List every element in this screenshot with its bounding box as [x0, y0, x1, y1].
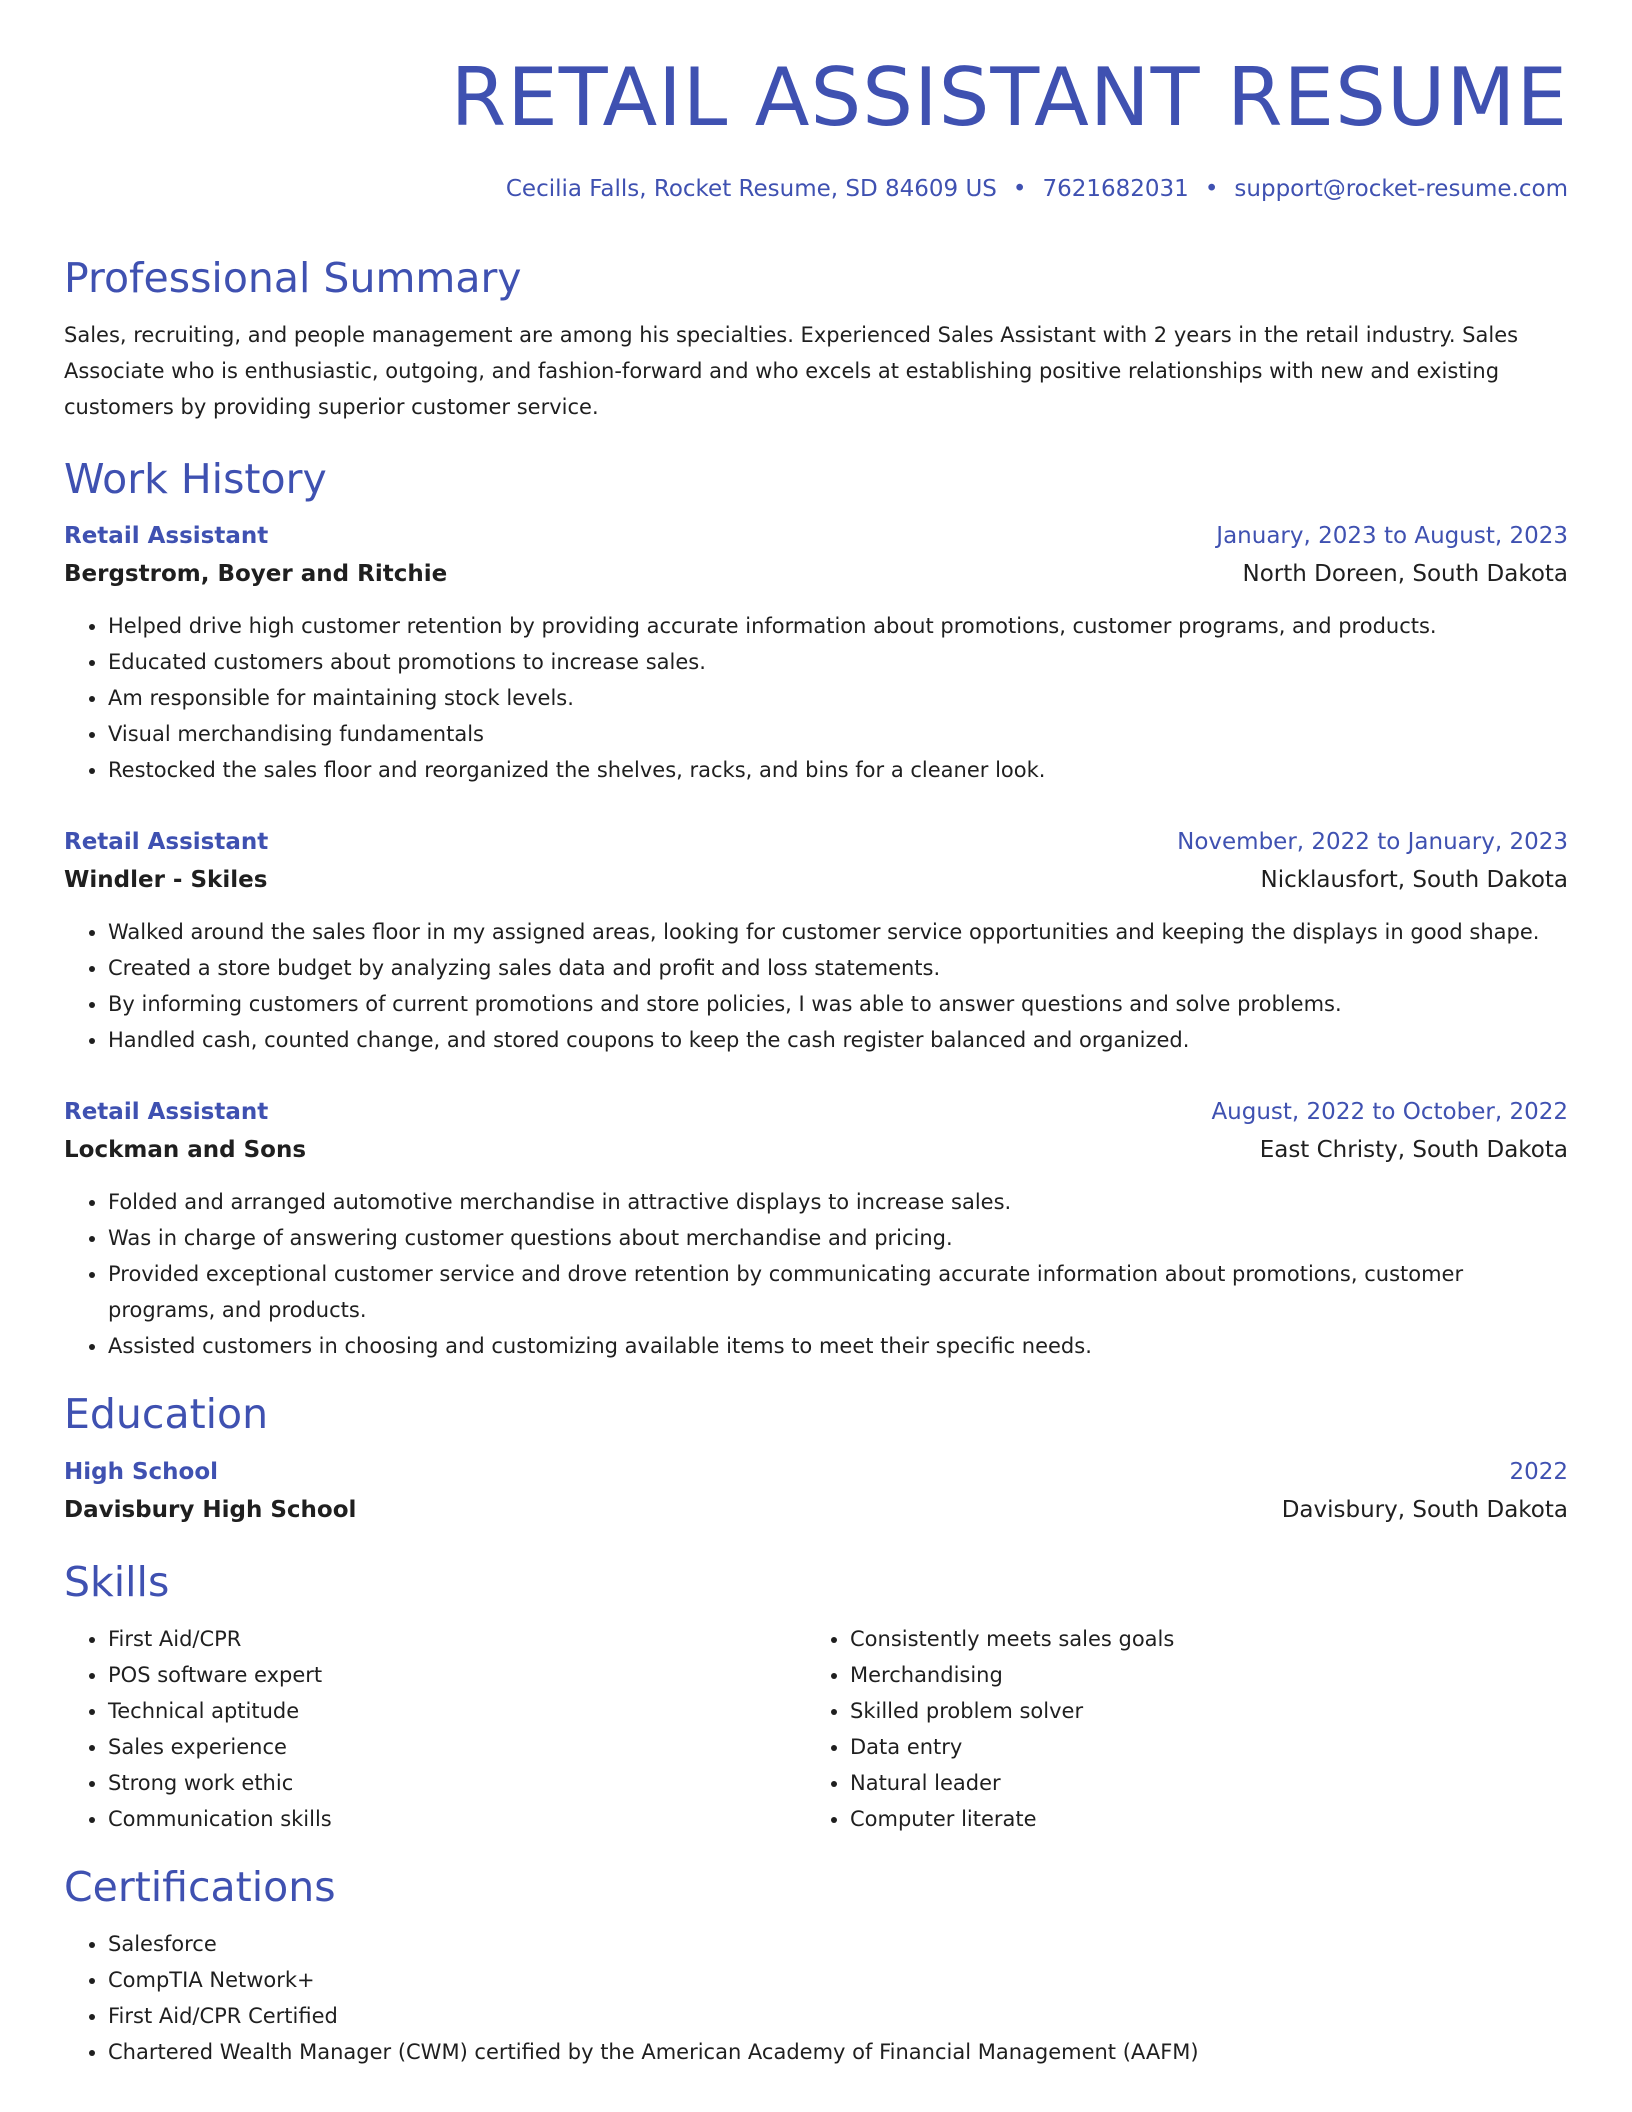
- job-company: Bergstrom, Boyer and Ritchie: [64, 561, 448, 588]
- contact-address: Cecilia Falls, Rocket Resume, SD 84609 US: [505, 176, 997, 202]
- skill-item: • Data entry: [850, 1729, 1548, 1765]
- job-entry: [64, 518, 1568, 788]
- job-company-row: [64, 860, 1568, 900]
- skill-item: • Merchandising: [850, 1657, 1548, 1693]
- job-company: Lockman and Sons: [64, 1137, 307, 1164]
- job-company-row: [64, 554, 1568, 594]
- list-item: • Educated customers about promotions to increase sales.: [108, 644, 1568, 680]
- list-item: • Folded and arranged automotive merchandise in attractive displays to increase sales.: [108, 1184, 1568, 1220]
- list-item: • Handled cash, counted change, and stored coupons to keep the cash register balanced and organized.: [108, 1022, 1568, 1058]
- list-item: • Visual merchandising fundamentals: [108, 716, 1568, 752]
- skills-column-left: [64, 1621, 806, 1837]
- skills-heading: Skills: [64, 1557, 170, 1606]
- certifications-list: [64, 1926, 1568, 2070]
- job-bullets: [64, 1184, 1568, 1364]
- job-company-row: [64, 1130, 1568, 1170]
- skill-item: • Communication skills: [108, 1801, 806, 1837]
- job-location: East Christy, South Dakota: [1259, 1137, 1568, 1164]
- job-entry: [64, 1094, 1568, 1364]
- job-dates: August, 2022 to October, 2022: [1211, 1099, 1568, 1126]
- skill-item: • POS software expert: [108, 1657, 806, 1693]
- education-entry: [64, 1454, 1568, 1530]
- skill-item: • First Aid/CPR: [108, 1621, 806, 1657]
- skill-item: • Strong work ethic: [108, 1765, 806, 1801]
- skills-grid: [64, 1621, 1568, 1837]
- resume-page: [64, 0, 1568, 2070]
- summary-text: Sales, recruiting, and people management are among his specialties. Experienced Sales Assistant with 2 years in the retail industry. Sales Associate who is enthusiastic, outgoing, and fashion-forward and who excels at establishing positive relationships with new and existing customers by providing superior customer service.: [64, 323, 1519, 420]
- skill-item: • Skilled problem solver: [850, 1693, 1548, 1729]
- job-role: Retail Assistant: [64, 1099, 269, 1126]
- job-role: Retail Assistant: [64, 829, 269, 856]
- work-history-heading: Work History: [64, 455, 327, 504]
- skill-item: • Technical aptitude: [108, 1693, 806, 1729]
- list-item: • Assisted customers in choosing and customizing available items to meet their specific needs.: [108, 1328, 1568, 1364]
- certification-item: • First Aid/CPR Certified: [108, 1998, 1568, 2034]
- skill-item: • Computer literate: [850, 1801, 1548, 1837]
- job-dates: January, 2023 to August, 2023: [1216, 523, 1568, 550]
- contact-line: [64, 174, 1568, 204]
- certification-item: • Chartered Wealth Manager (CWM) certified by the American Academy of Financial Management (AAFM): [108, 2034, 1568, 2070]
- contact-phone: 7621682031: [1042, 176, 1189, 202]
- job-entry: [64, 824, 1568, 1058]
- page-title: RETAIL ASSISTANT RESUME: [450, 51, 1568, 144]
- list-item: • Restocked the sales floor and reorganized the shelves, racks, and bins for a cleaner look.: [108, 752, 1568, 788]
- list-item: • Am responsible for maintaining stock levels.: [108, 680, 1568, 716]
- education-degree: High School: [64, 1458, 219, 1485]
- list-item: • Helped drive high customer retention by providing accurate information about promotions, customer programs, and products.: [108, 608, 1568, 644]
- contact-email: support@rocket-resume.com: [1234, 176, 1568, 202]
- job-role: Retail Assistant: [64, 523, 269, 550]
- contact-separator: •: [1204, 176, 1219, 202]
- skills-column-right: [806, 1621, 1548, 1837]
- skill-item: • Consistently meets sales goals: [850, 1621, 1548, 1657]
- education-header-row: [64, 1454, 1568, 1490]
- job-header-row: [64, 824, 1568, 860]
- list-item: • By informing customers of current promotions and store policies, I was able to answer questions and solve problems.: [108, 986, 1568, 1022]
- job-company: Windler - Skiles: [64, 867, 268, 894]
- list-item: • Created a store budget by analyzing sales data and profit and loss statements.: [108, 950, 1568, 986]
- job-dates: November, 2022 to January, 2023: [1177, 829, 1568, 856]
- certification-item: • Salesforce: [108, 1926, 1568, 1962]
- certification-item: • CompTIA Network+: [108, 1962, 1568, 1998]
- job-header-row: [64, 1094, 1568, 1130]
- job-location: Nicklausfort, South Dakota: [1260, 867, 1568, 894]
- education-year: 2022: [1509, 1458, 1568, 1485]
- summary-heading: Professional Summary: [64, 254, 522, 302]
- education-heading: Education: [64, 1390, 269, 1439]
- list-item: • Provided exceptional customer service and drove retention by communicating accurate information about promotions, customer programs, and products.: [108, 1256, 1568, 1328]
- education-school: Davisbury High School: [64, 1496, 357, 1523]
- certifications-heading: Certifications: [64, 1862, 336, 1911]
- education-school-row: [64, 1490, 1568, 1530]
- job-bullets: [64, 608, 1568, 788]
- skill-item: • Sales experience: [108, 1729, 806, 1765]
- skill-item: • Natural leader: [850, 1765, 1548, 1801]
- job-location: North Doreen, South Dakota: [1242, 561, 1568, 588]
- job-header-row: [64, 518, 1568, 554]
- contact-separator: •: [1012, 176, 1027, 202]
- job-bullets: [64, 914, 1568, 1058]
- list-item: • Walked around the sales floor in my assigned areas, looking for customer service opportunities and keeping the displays in good shape.: [108, 914, 1568, 950]
- education-location: Davisbury, South Dakota: [1281, 1496, 1568, 1523]
- list-item: • Was in charge of answering customer questions about merchandise and pricing.: [108, 1220, 1568, 1256]
